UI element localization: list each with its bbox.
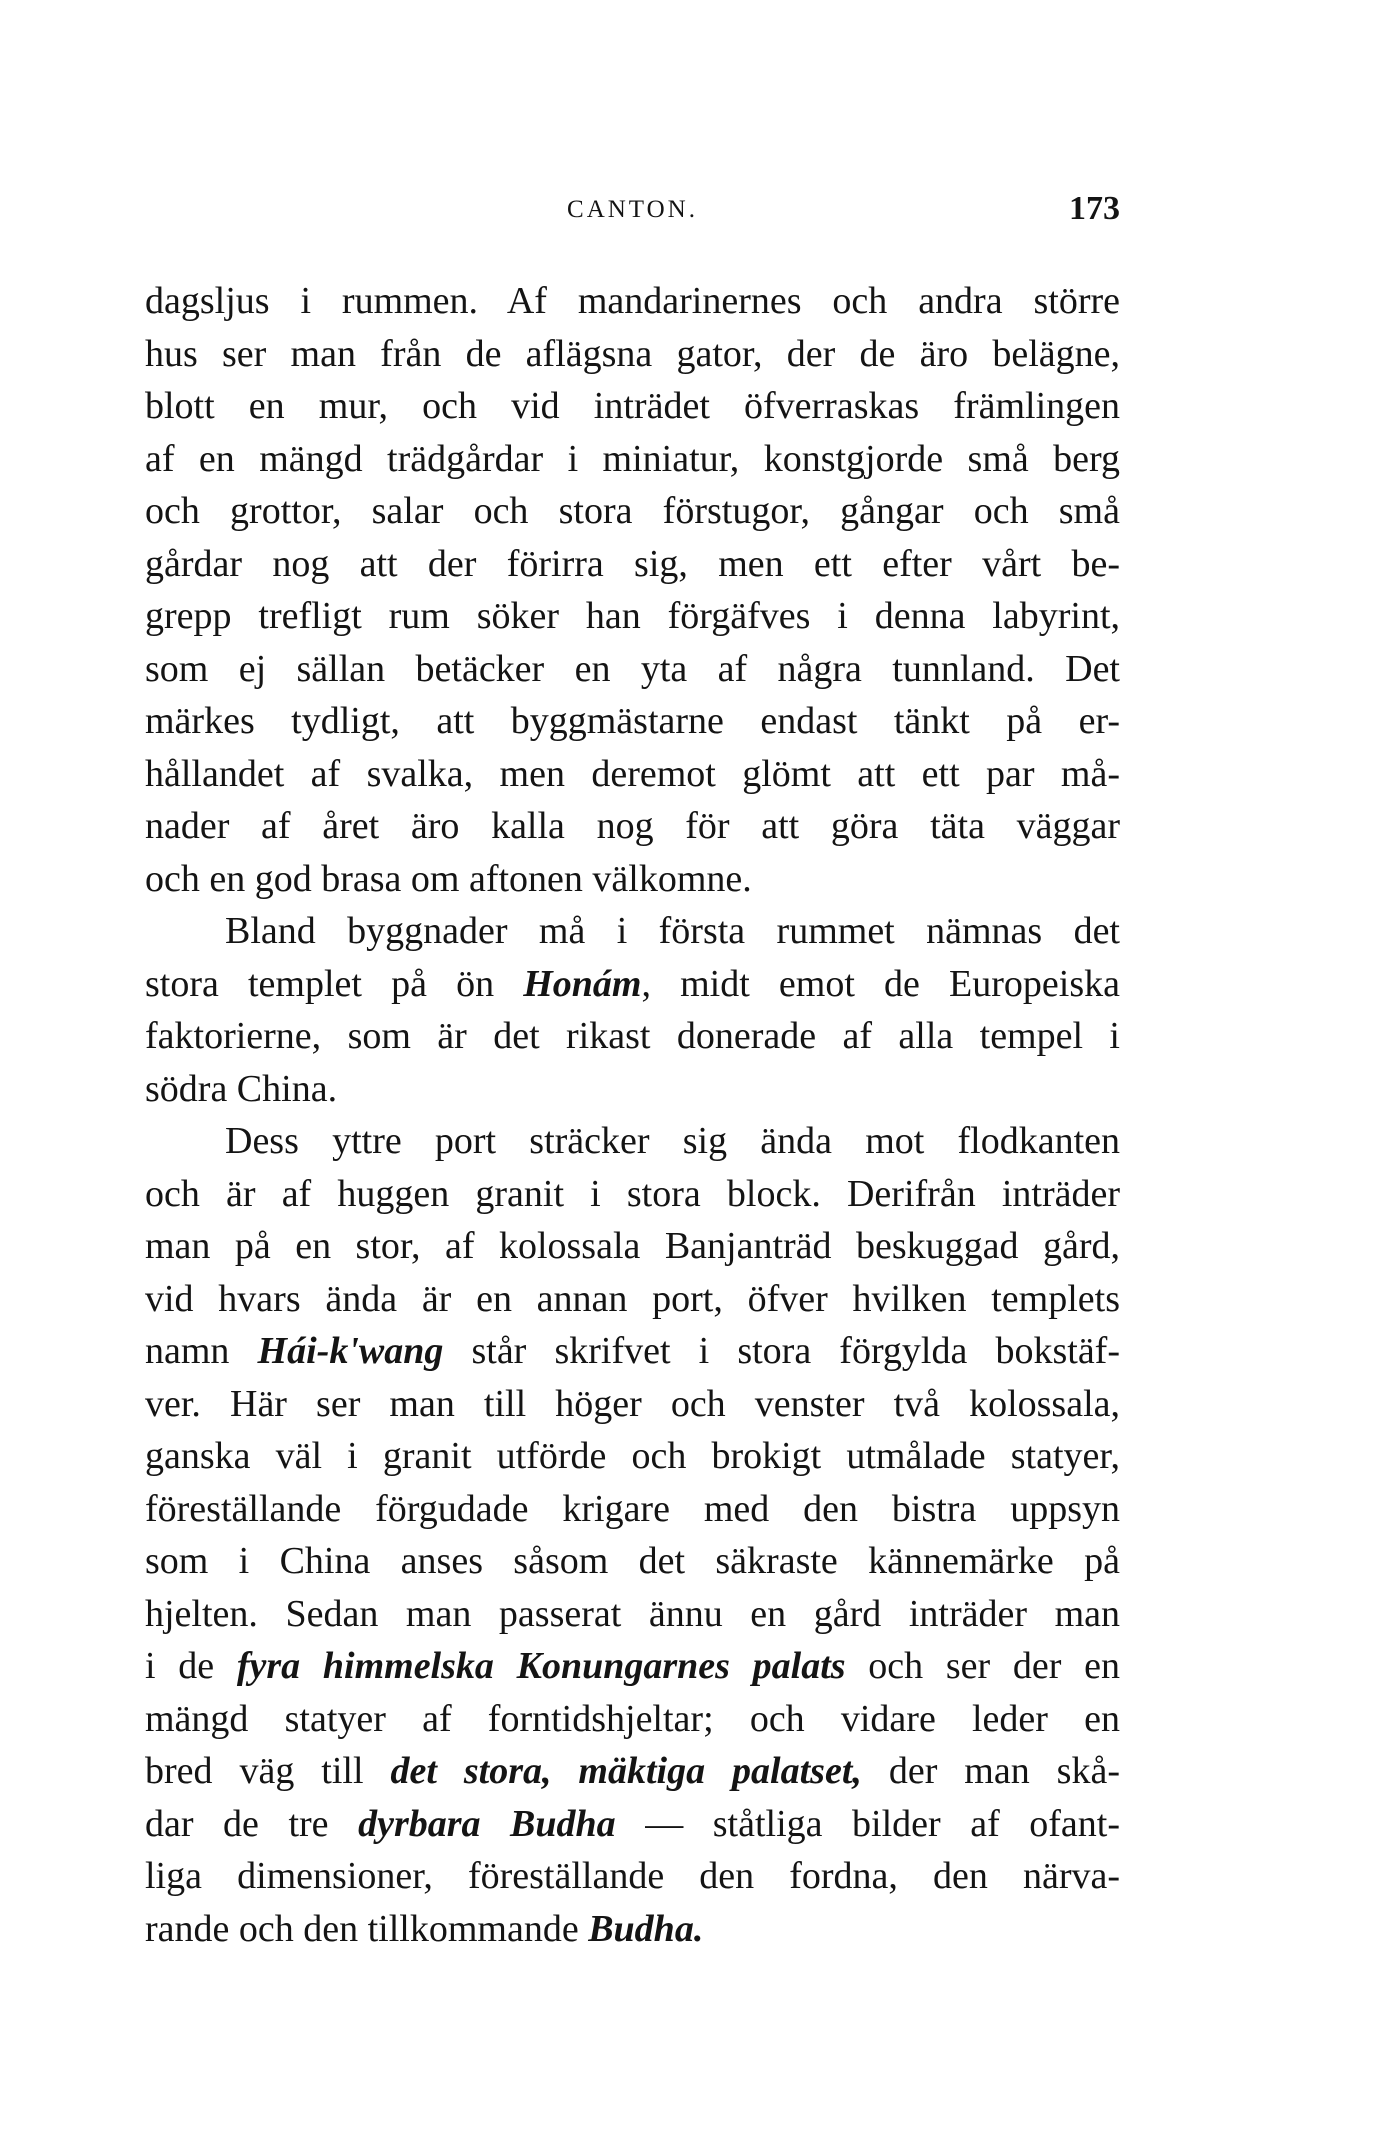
text-line [145,1588,1120,1641]
text-line [145,1168,1120,1221]
line-text: blott en mur, och vid inträdet öfverraskas främlingen [145,385,1120,427]
line-text: ver. Här ser man till höger och venster två kolossala, [145,1382,1120,1425]
text-line [145,1483,1120,1536]
line-text: , midt emot de Europeiska [641,962,1120,1005]
line-text: stora templet på ön [145,962,524,1005]
text-line [145,748,1120,801]
text-line [145,275,1120,328]
line-text: gårdar nog att der förirra sig, men ett efter vårt be- [145,542,1120,585]
text-line [145,485,1120,538]
text-line [145,1063,1120,1116]
text-line [145,853,1120,906]
running-title: CANTON. [567,196,698,223]
running-header [145,190,1120,236]
text-line [145,1693,1120,1746]
text-line [145,433,1120,486]
line-text: hjelten. Sedan man passerat ännu en gård inträder man [145,1592,1120,1635]
text-line [145,1430,1120,1483]
text-line [145,1798,1120,1851]
body-text [145,275,1120,1955]
italic-text: fyra himmelska Konungarnes palats [236,1645,846,1687]
text-line [145,695,1120,748]
text-line [145,1115,1120,1168]
line-text: faktorierne, som är det rikast donerade af alla tempel i [145,1015,1120,1057]
text-line [145,905,1120,958]
text-line [145,328,1120,381]
line-text: nader af året äro kalla nog för att göra täta väggar [145,805,1120,847]
line-text: och grottor, salar och stora förstugor, gångar och små [145,490,1120,532]
line-text: Bland byggnader må i första rummet nämnas det [225,910,1120,952]
line-text: af en mängd trädgårdar i miniatur, konstgjorde små berg [145,437,1120,480]
text-line [145,538,1120,591]
line-text: bred väg till [145,1750,391,1792]
line-text: som i China anses såsom det säkraste kännemärke på [145,1540,1120,1582]
line-text: hållandet af svalka, men deremot glömt att ett par må- [145,752,1120,795]
italic-text: Hái-k'wang [257,1330,444,1372]
line-text: och är af huggen granit i stora block. Derifrån inträder [145,1172,1120,1215]
line-text: som ej sällan betäcker en yta af några tunnland. Det [145,647,1120,690]
text-line [145,590,1120,643]
line-text: och en god brasa om aftonen välkomne. [145,857,752,900]
text-line [145,1903,1120,1956]
line-text: föreställande förgudade krigare med den bistra uppsyn [145,1487,1120,1530]
line-text: Dess yttre port sträcker sig ända mot flodkanten [225,1120,1120,1162]
italic-text: Budha. [588,1907,704,1950]
text-line [145,1745,1120,1798]
line-text: man på en stor, af kolossala Banjanträd beskuggad gård, [145,1225,1120,1267]
line-text: mängd statyer af forntidshjeltar; och vidare leder en [145,1697,1120,1740]
text-line [145,1273,1120,1326]
text-line [145,800,1120,853]
line-text: märkes tydligt, att byggmästarne endast tänkt på er- [145,700,1120,742]
line-text: ganska väl i granit utförde och brokigt utmålade statyer, [145,1435,1120,1477]
text-line [145,1378,1120,1431]
italic-text: det stora, mäktiga palatset, [390,1750,862,1792]
line-text: der man skå- [861,1750,1120,1792]
text-line [145,1850,1120,1903]
line-text: — ståtliga bilder af ofant- [615,1802,1120,1845]
line-text: och ser der en [845,1645,1120,1687]
text-line [145,958,1120,1011]
line-text: liga dimensioner, föreställande den fordna, den närva- [145,1855,1120,1897]
italic-text: Honám [523,962,642,1005]
line-text: i de [145,1645,237,1687]
line-text: södra China. [145,1067,338,1110]
text-line [145,380,1120,433]
text-line [145,1640,1120,1693]
line-text: står skrifvet i stora förgylda bokstäf- [443,1330,1120,1372]
text-line [145,1535,1120,1588]
line-text: dar de tre [145,1802,359,1845]
italic-text: dyrbara Budha [358,1802,616,1845]
line-text: grepp trefligt rum söker han förgäfves i denna labyrint, [145,595,1120,637]
text-line [145,1220,1120,1273]
line-text: vid hvars ända är en annan port, öfver hvilken templets [145,1277,1120,1320]
line-text: hus ser man från de aflägsna gator, der de äro belägne, [145,332,1120,375]
text-line [145,643,1120,696]
line-text: rande och den tillkommande [145,1907,589,1950]
line-text: namn [145,1330,258,1372]
page-number: 173 [1069,190,1120,227]
text-line [145,1010,1120,1063]
text-line [145,1325,1120,1378]
line-text: dagsljus i rummen. Af mandarinernes och andra större [145,280,1120,322]
